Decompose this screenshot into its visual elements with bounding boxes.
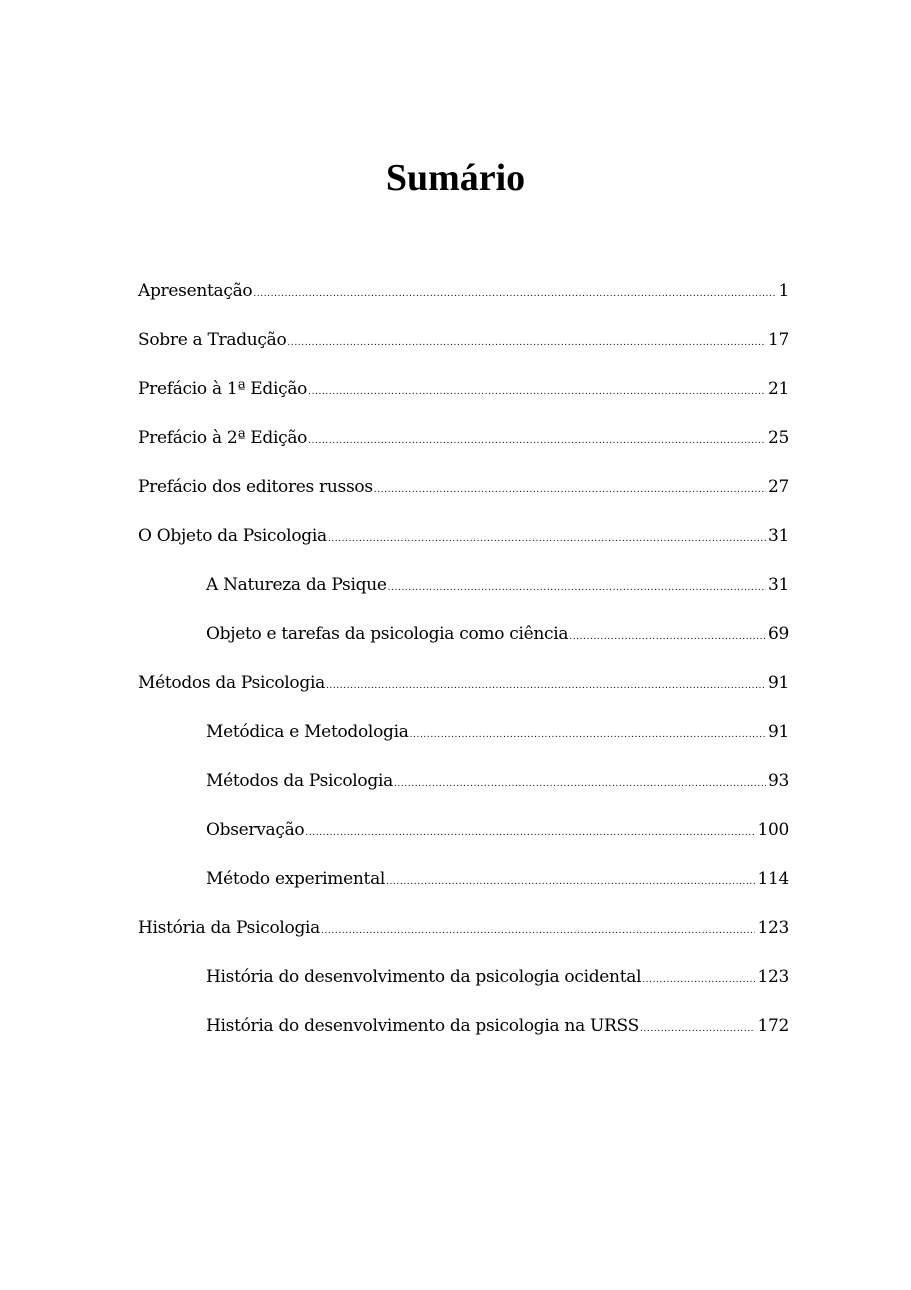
toc-entry-page: 17 <box>767 330 789 350</box>
toc-entry-observacao[interactable] <box>138 814 789 863</box>
toc-entry-page: 69 <box>767 624 789 644</box>
toc-entry-page: 123 <box>757 967 789 987</box>
toc-entry-page: 93 <box>767 771 789 791</box>
dot-leader <box>253 278 776 310</box>
dot-leader <box>642 964 755 996</box>
toc-entry-apresentacao[interactable] <box>138 275 789 324</box>
toc-entry-page: 1 <box>778 281 789 301</box>
dot-leader <box>321 915 755 947</box>
toc-entry-title: Métodos da Psicologia <box>138 673 325 693</box>
toc-entry-title: Apresentação <box>138 281 253 301</box>
dot-leader <box>374 474 766 506</box>
toc-entry-page: 114 <box>757 869 789 889</box>
toc-entry-page: 91 <box>767 722 789 742</box>
dot-leader <box>388 572 766 604</box>
toc-entry-title: Prefácio à 2ª Edição <box>138 428 308 448</box>
toc-entry-title: História da Psicologia <box>138 918 321 938</box>
toc-entry-objeto-da-psicologia[interactable] <box>138 520 789 569</box>
dot-leader <box>569 621 766 653</box>
toc-entry-title: Metódica e Metodologia <box>206 722 409 742</box>
toc-entry-sobre-a-traducao[interactable] <box>138 324 789 373</box>
page-title: Sumário <box>385 157 526 199</box>
toc-entry-page: 21 <box>767 379 789 399</box>
toc-entry-title: História do desenvolvimento da psicologia ocidental <box>206 967 642 987</box>
toc-entry-title: Método experimental <box>206 869 386 889</box>
dot-leader <box>386 866 755 898</box>
toc-entry-metodo-experimental[interactable] <box>138 863 789 912</box>
toc-entry-prefacio-1a-edicao[interactable] <box>138 373 789 422</box>
dot-leader <box>287 327 766 359</box>
toc-entry-page: 123 <box>757 918 789 938</box>
dot-leader <box>308 376 766 408</box>
toc-entry-page: 31 <box>767 526 789 546</box>
dot-leader <box>328 523 766 555</box>
dot-leader <box>308 425 766 457</box>
toc-entry-metodos-da-psicologia[interactable] <box>138 667 789 716</box>
toc-entry-page: 100 <box>757 820 789 840</box>
toc-entry-title: Objeto e tarefas da psicologia como ciência <box>206 624 569 644</box>
toc-entry-title: A Natureza da Psique <box>206 575 387 595</box>
toc-entry-title: Observação <box>206 820 305 840</box>
toc-entry-prefacio-editores-russos[interactable] <box>138 471 789 520</box>
dot-leader <box>305 817 755 849</box>
toc-entry-prefacio-2a-edicao[interactable] <box>138 422 789 471</box>
toc-entry-natureza-da-psique[interactable] <box>138 569 789 618</box>
dot-leader <box>640 1013 756 1045</box>
toc-entry-page: 27 <box>767 477 789 497</box>
toc-entry-objeto-e-tarefas[interactable] <box>138 618 789 667</box>
dot-leader <box>410 719 766 751</box>
dot-leader <box>394 768 766 800</box>
toc-entry-page: 31 <box>767 575 789 595</box>
dot-leader <box>326 670 766 702</box>
toc-entry-title: Prefácio à 1ª Edição <box>138 379 308 399</box>
toc-entry-historia-da-psicologia[interactable] <box>138 912 789 961</box>
toc-entry-page: 25 <box>767 428 789 448</box>
toc-entry-metodica-e-metodologia[interactable] <box>138 716 789 765</box>
toc-entry-historia-psicologia-ocidental[interactable] <box>138 961 789 1010</box>
toc-entry-title: Métodos da Psicologia <box>206 771 393 791</box>
toc-entry-page: 172 <box>757 1016 789 1036</box>
toc-entry-historia-psicologia-urss[interactable] <box>138 1010 789 1059</box>
toc-entry-title: História do desenvolvimento da psicologia na URSS <box>206 1016 639 1036</box>
toc-entry-title: Prefácio dos editores russos <box>138 477 373 497</box>
table-of-contents <box>138 275 789 1059</box>
toc-entry-page: 91 <box>767 673 789 693</box>
toc-entry-metodos-da-psicologia-sub[interactable] <box>138 765 789 814</box>
toc-entry-title: Sobre a Tradução <box>138 330 287 350</box>
toc-entry-title: O Objeto da Psicologia <box>138 526 327 546</box>
